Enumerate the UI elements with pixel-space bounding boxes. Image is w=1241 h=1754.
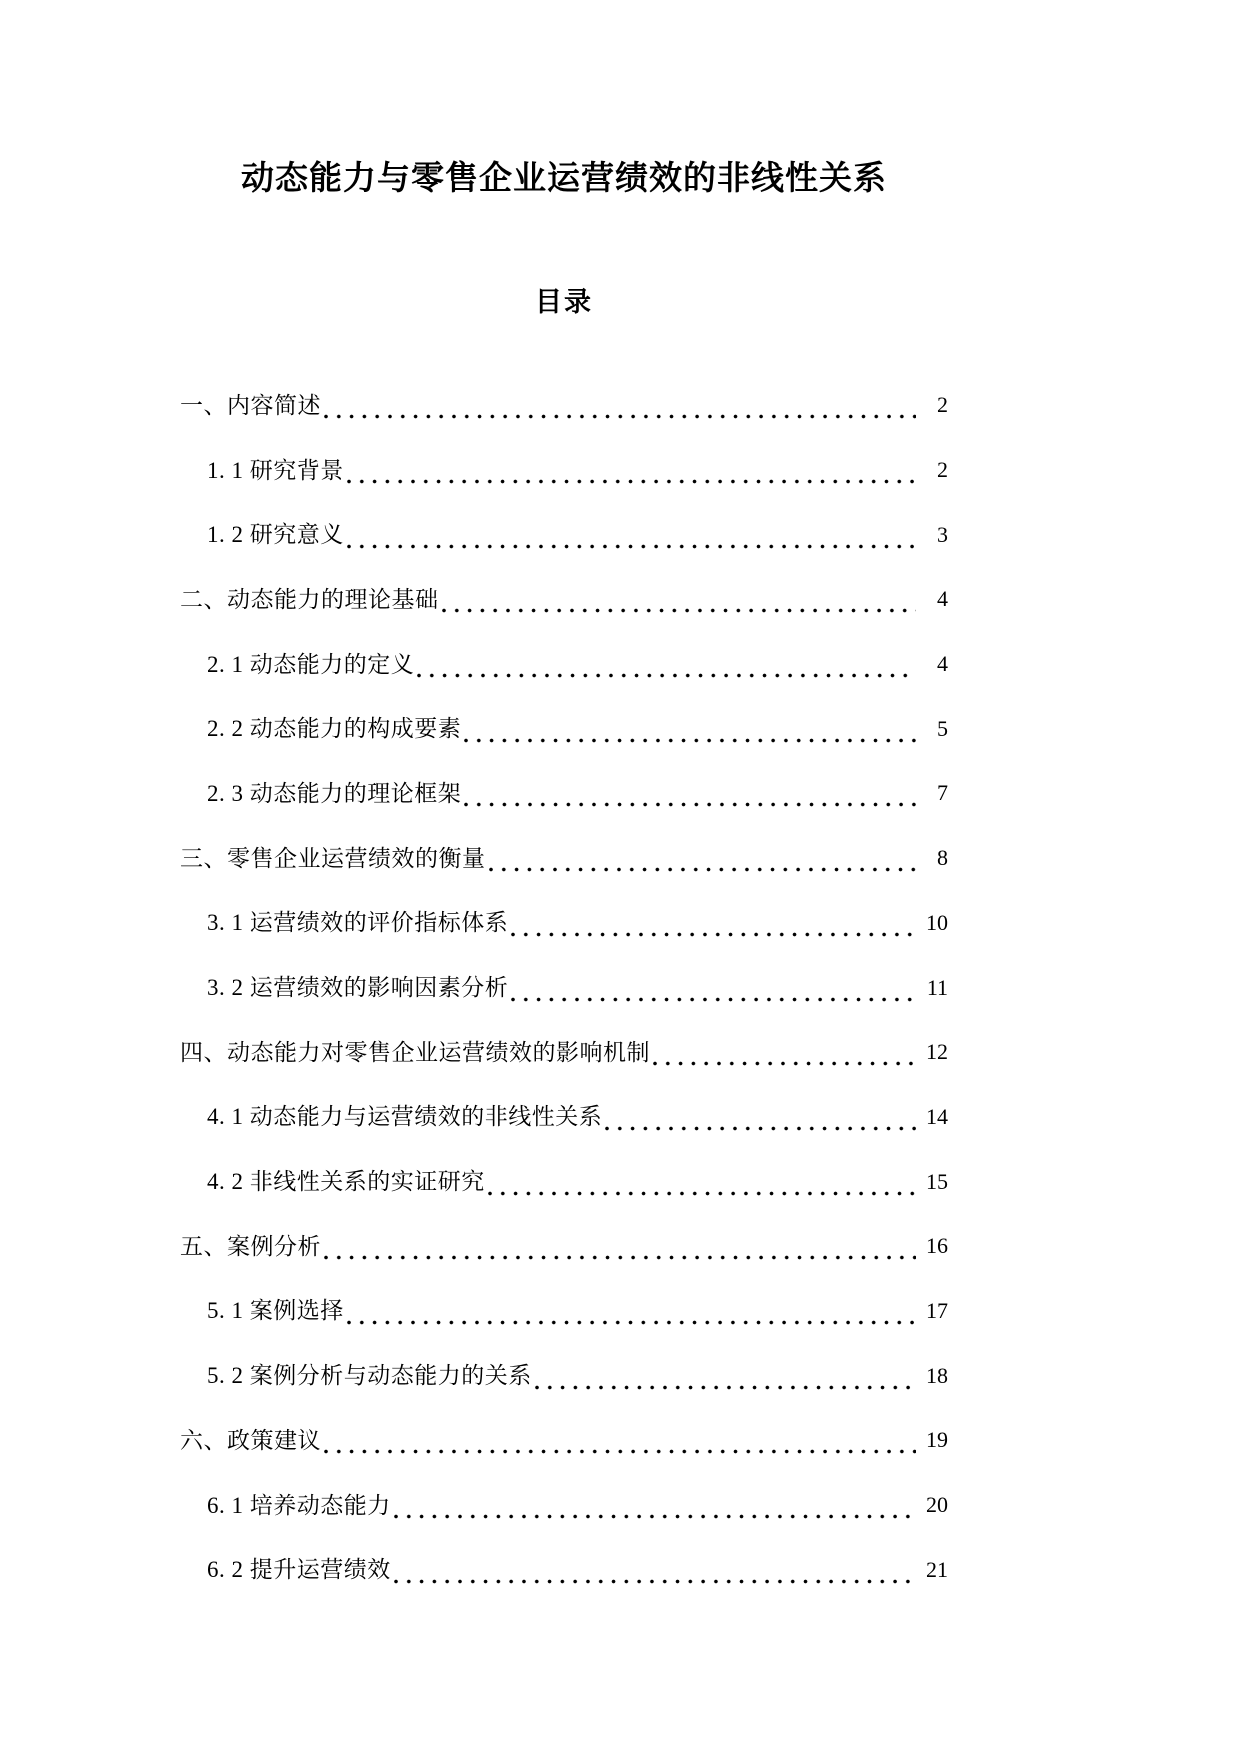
toc-entry[interactable] (180, 891, 948, 956)
toc-entry-page: 12 (926, 1039, 948, 1065)
toc-leader-dots (347, 1279, 916, 1344)
toc-leader-dots (324, 1408, 916, 1473)
toc-leader-dots (464, 696, 916, 761)
toc-entry-label: 6. 1 培养动态能力 (207, 1492, 391, 1518)
toc-leader-dots (488, 1149, 916, 1214)
toc-leader-dots (489, 826, 917, 891)
toc-entry-page: 21 (926, 1556, 948, 1582)
toc-entry[interactable] (180, 1279, 948, 1344)
toc-entry-label: 一、内容简述 (180, 392, 321, 418)
toc-leader-dots (605, 1085, 916, 1150)
toc-entry[interactable] (180, 567, 948, 632)
toc-entry-page: 3 (937, 521, 948, 547)
toc-leader-dots (324, 373, 916, 438)
toc-entry-label: 3. 2 运营绩效的影响因素分析 (207, 975, 509, 1001)
toc-entry-label: 五、案例分析 (180, 1233, 321, 1259)
toc-entry-page: 16 (926, 1233, 948, 1259)
toc-leader-dots (347, 502, 916, 567)
toc-entry[interactable] (180, 826, 948, 891)
toc-entry-page: 4 (937, 586, 948, 612)
toc-entry-page: 4 (937, 651, 948, 677)
toc-leader-dots (442, 567, 917, 632)
toc-leader-dots (394, 1473, 916, 1538)
toc-leader-dots (653, 1020, 916, 1085)
toc-entry-label: 1. 2 研究意义 (207, 522, 344, 548)
toc-entry-label: 六、政策建议 (180, 1427, 321, 1453)
toc-entry-label: 2. 2 动态能力的构成要素 (207, 716, 462, 742)
toc-entry[interactable] (180, 1473, 948, 1538)
toc-entry[interactable] (180, 1537, 948, 1602)
toc-leader-dots (347, 438, 916, 503)
toc-entry[interactable] (180, 761, 948, 826)
toc-entry-page: 17 (926, 1297, 948, 1323)
toc-entry-page: 11 (926, 974, 948, 1000)
toc-entry-page: 7 (937, 780, 948, 806)
toc-entry-page: 18 (926, 1362, 948, 1388)
toc-entry-page: 2 (937, 392, 948, 418)
toc-entry-page: 19 (926, 1427, 948, 1453)
toc-heading: 目录 (535, 287, 593, 317)
toc-entry-label: 5. 1 案例选择 (207, 1298, 344, 1324)
toc-entry[interactable] (180, 1085, 948, 1150)
toc-entry-label: 6. 2 提升运营绩效 (207, 1557, 391, 1583)
toc-entry-label: 4. 1 动态能力与运营绩效的非线性关系 (207, 1104, 603, 1130)
toc-entry[interactable] (180, 373, 948, 438)
toc-entry-page: 2 (937, 457, 948, 483)
toc-leader-dots (511, 955, 916, 1020)
page-title: 动态能力与零售企业运营绩效的非线性关系 (241, 161, 887, 197)
toc-leader-dots (535, 1343, 916, 1408)
toc-entry-label: 1. 1 研究背景 (207, 457, 344, 483)
toc-leader-dots (394, 1537, 916, 1602)
toc-leader-dots (511, 891, 916, 956)
toc-leader-dots (324, 1214, 916, 1279)
toc-entry[interactable] (180, 1343, 948, 1408)
toc-entry-label: 4. 2 非线性关系的实证研究 (207, 1169, 485, 1195)
toc-list (180, 373, 948, 1602)
toc-entry-page: 20 (926, 1492, 948, 1518)
toc-entry[interactable] (180, 632, 948, 697)
toc-entry[interactable] (180, 1020, 948, 1085)
toc-entry-label: 三、零售企业运营绩效的衡量 (180, 845, 486, 871)
toc-entry-page: 15 (926, 1168, 948, 1194)
toc-entry-label: 二、动态能力的理论基础 (180, 586, 439, 612)
toc-entry-label: 5. 2 案例分析与动态能力的关系 (207, 1363, 532, 1389)
toc-entry[interactable] (180, 955, 948, 1020)
toc-entry-page: 10 (926, 909, 948, 935)
toc-entry[interactable] (180, 502, 948, 567)
toc-entry[interactable] (180, 1408, 948, 1473)
toc-entry-label: 四、动态能力对零售企业运营绩效的影响机制 (180, 1039, 650, 1065)
toc-entry-page: 8 (937, 845, 948, 871)
toc-leader-dots (417, 632, 916, 697)
toc-entry-label: 2. 3 动态能力的理论框架 (207, 780, 462, 806)
toc-entry[interactable] (180, 1149, 948, 1214)
toc-entry-page: 14 (926, 1103, 948, 1129)
toc-entry[interactable] (180, 1214, 948, 1279)
toc-entry-label: 2. 1 动态能力的定义 (207, 651, 415, 677)
toc-leader-dots (464, 761, 916, 826)
toc-entry[interactable] (180, 438, 948, 503)
toc-entry[interactable] (180, 696, 948, 761)
toc-entry-page: 5 (937, 715, 948, 741)
toc-entry-label: 3. 1 运营绩效的评价指标体系 (207, 910, 509, 936)
